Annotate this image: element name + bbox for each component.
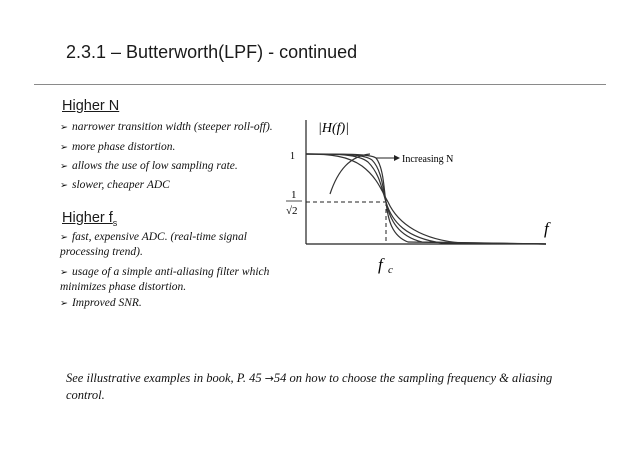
bullet-text: Improved SNR. <box>71 297 142 309</box>
bullet-text: fast, expensive ADC. (real-time signal processing trend). <box>60 231 247 258</box>
y-axis-label: |H(f)| <box>318 121 350 136</box>
unity-label: 1 <box>290 151 295 162</box>
footer-text-after: 54 on how to choose the sampling frequency & aliasing control. <box>66 371 553 402</box>
response-curve-low-n <box>306 154 546 244</box>
bullet-arrow-icon: ➢ <box>60 298 68 309</box>
response-curve <box>306 154 546 244</box>
right-arrow-icon: → <box>264 372 274 385</box>
cutoff-subscript: c <box>388 264 393 276</box>
slide-title: 2.3.1 – Butterworth(LPF) - continued <box>66 42 358 62</box>
bullet-item <box>60 296 142 311</box>
bullet-arrow-icon: ➢ <box>60 232 68 243</box>
bullet-item <box>60 230 290 260</box>
bullet-item <box>60 140 175 155</box>
bullet-item <box>60 159 238 174</box>
response-curve-high-n <box>306 154 546 244</box>
bullet-text: slower, cheaper ADC <box>71 179 170 191</box>
arrowhead-icon <box>394 155 400 161</box>
cutoff-frequency-label: f <box>378 255 383 274</box>
title-divider <box>34 84 606 85</box>
bullet-text: narrower transition width (steeper roll-off). <box>71 121 273 133</box>
heading-subscript: s <box>112 217 118 228</box>
frequency-axis-label: f <box>544 219 549 238</box>
bullet-arrow-icon: ➢ <box>60 267 68 278</box>
bullet-arrow-icon: ➢ <box>60 122 68 133</box>
heading-higher-n: Higher N <box>62 98 120 114</box>
footer-text-before: See illustrative examples in book, P. 45 <box>66 371 265 385</box>
half-power-numerator: 1 <box>291 189 297 201</box>
bullet-item <box>60 178 170 193</box>
increasing-n-label: Increasing N <box>402 154 454 165</box>
bullet-text: more phase distortion. <box>71 141 176 153</box>
heading-higher-fs <box>62 210 117 228</box>
bullet-item <box>60 120 273 135</box>
bullet-text: allows the use of low sampling rate. <box>71 160 238 172</box>
half-power-denominator: √2 <box>286 205 298 217</box>
response-curves <box>306 154 546 244</box>
bullet-arrow-icon: ➢ <box>60 161 68 172</box>
bullet-arrow-icon: ➢ <box>60 180 68 191</box>
bullet-text: usage of a simple anti-aliasing filter which minimizes phase distortion. <box>60 266 270 293</box>
butterworth-response-figure <box>282 108 572 278</box>
response-curve <box>306 154 546 244</box>
bullet-arrow-icon: ➢ <box>60 142 68 153</box>
footer-note <box>66 370 556 404</box>
bullet-item <box>60 265 290 295</box>
heading-text: Higher f <box>62 210 113 226</box>
